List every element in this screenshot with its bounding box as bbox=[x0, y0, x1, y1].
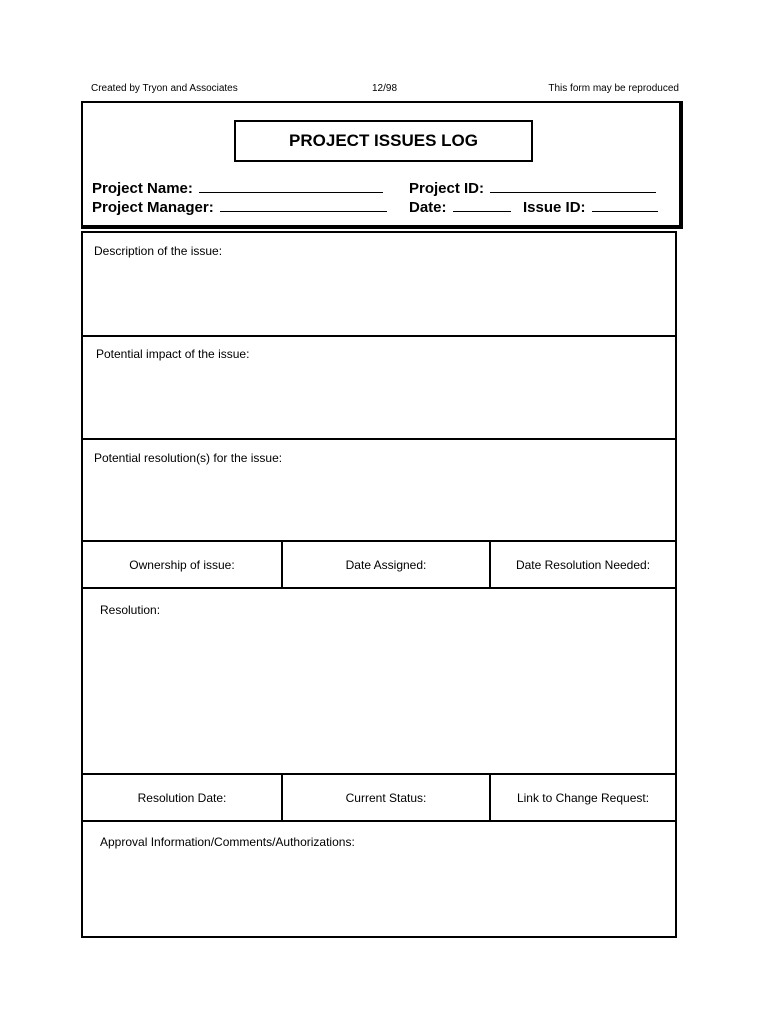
impact-label: Potential impact of the issue: bbox=[96, 347, 250, 361]
project-id-line[interactable] bbox=[490, 180, 656, 193]
project-name-line[interactable] bbox=[199, 180, 383, 193]
link-change-request-label: Link to Change Request: bbox=[516, 790, 650, 805]
project-manager-line[interactable] bbox=[220, 199, 387, 212]
header-creator: Created by Tryon and Associates bbox=[91, 83, 238, 94]
project-name-field[interactable] bbox=[92, 180, 383, 197]
date-label: Date: bbox=[409, 199, 447, 216]
header-reproduce-note: This form may be reproduced bbox=[548, 83, 679, 94]
status-row bbox=[83, 775, 675, 822]
resolution-section[interactable] bbox=[83, 589, 675, 775]
date-assigned-cell[interactable] bbox=[281, 542, 489, 587]
project-id-label: Project ID: bbox=[409, 180, 485, 197]
project-manager-label: Project Manager: bbox=[92, 199, 214, 216]
issue-id-label: Issue ID: bbox=[523, 199, 586, 216]
resolutions-label: Potential resolution(s) for the issue: bbox=[94, 451, 283, 465]
resolutions-section[interactable] bbox=[83, 440, 675, 542]
ownership-cell[interactable] bbox=[83, 542, 281, 587]
description-label: Description of the issue: bbox=[94, 244, 223, 258]
assignment-row bbox=[83, 542, 675, 589]
link-change-request-cell[interactable] bbox=[489, 775, 675, 820]
current-status-cell[interactable] bbox=[281, 775, 489, 820]
date-line[interactable] bbox=[453, 199, 511, 212]
date-assigned-label: Date Assigned: bbox=[345, 557, 427, 572]
issue-id-line[interactable] bbox=[592, 199, 658, 212]
resolution-date-label: Resolution Date: bbox=[137, 790, 227, 805]
header-date: 12/98 bbox=[372, 83, 398, 94]
date-resolution-needed-label: Date Resolution Needed: bbox=[515, 557, 651, 572]
resolution-date-cell[interactable] bbox=[83, 775, 281, 820]
issue-id-field[interactable] bbox=[523, 199, 658, 216]
project-name-label: Project Name: bbox=[92, 180, 193, 197]
description-section[interactable] bbox=[83, 233, 675, 337]
date-resolution-needed-cell[interactable] bbox=[489, 542, 675, 587]
impact-section[interactable] bbox=[83, 337, 675, 440]
approval-section[interactable] bbox=[83, 822, 675, 936]
ownership-label: Ownership of issue: bbox=[129, 557, 235, 572]
project-manager-field[interactable] bbox=[92, 199, 387, 216]
resolution-label: Resolution: bbox=[100, 603, 161, 617]
page-title: PROJECT ISSUES LOG bbox=[234, 120, 533, 162]
current-status-label: Current Status: bbox=[345, 790, 427, 805]
date-field[interactable] bbox=[409, 199, 511, 216]
issue-details-form bbox=[81, 231, 677, 938]
approval-label: Approval Information/Comments/Authorizations: bbox=[100, 835, 355, 849]
project-id-field[interactable] bbox=[409, 180, 656, 197]
